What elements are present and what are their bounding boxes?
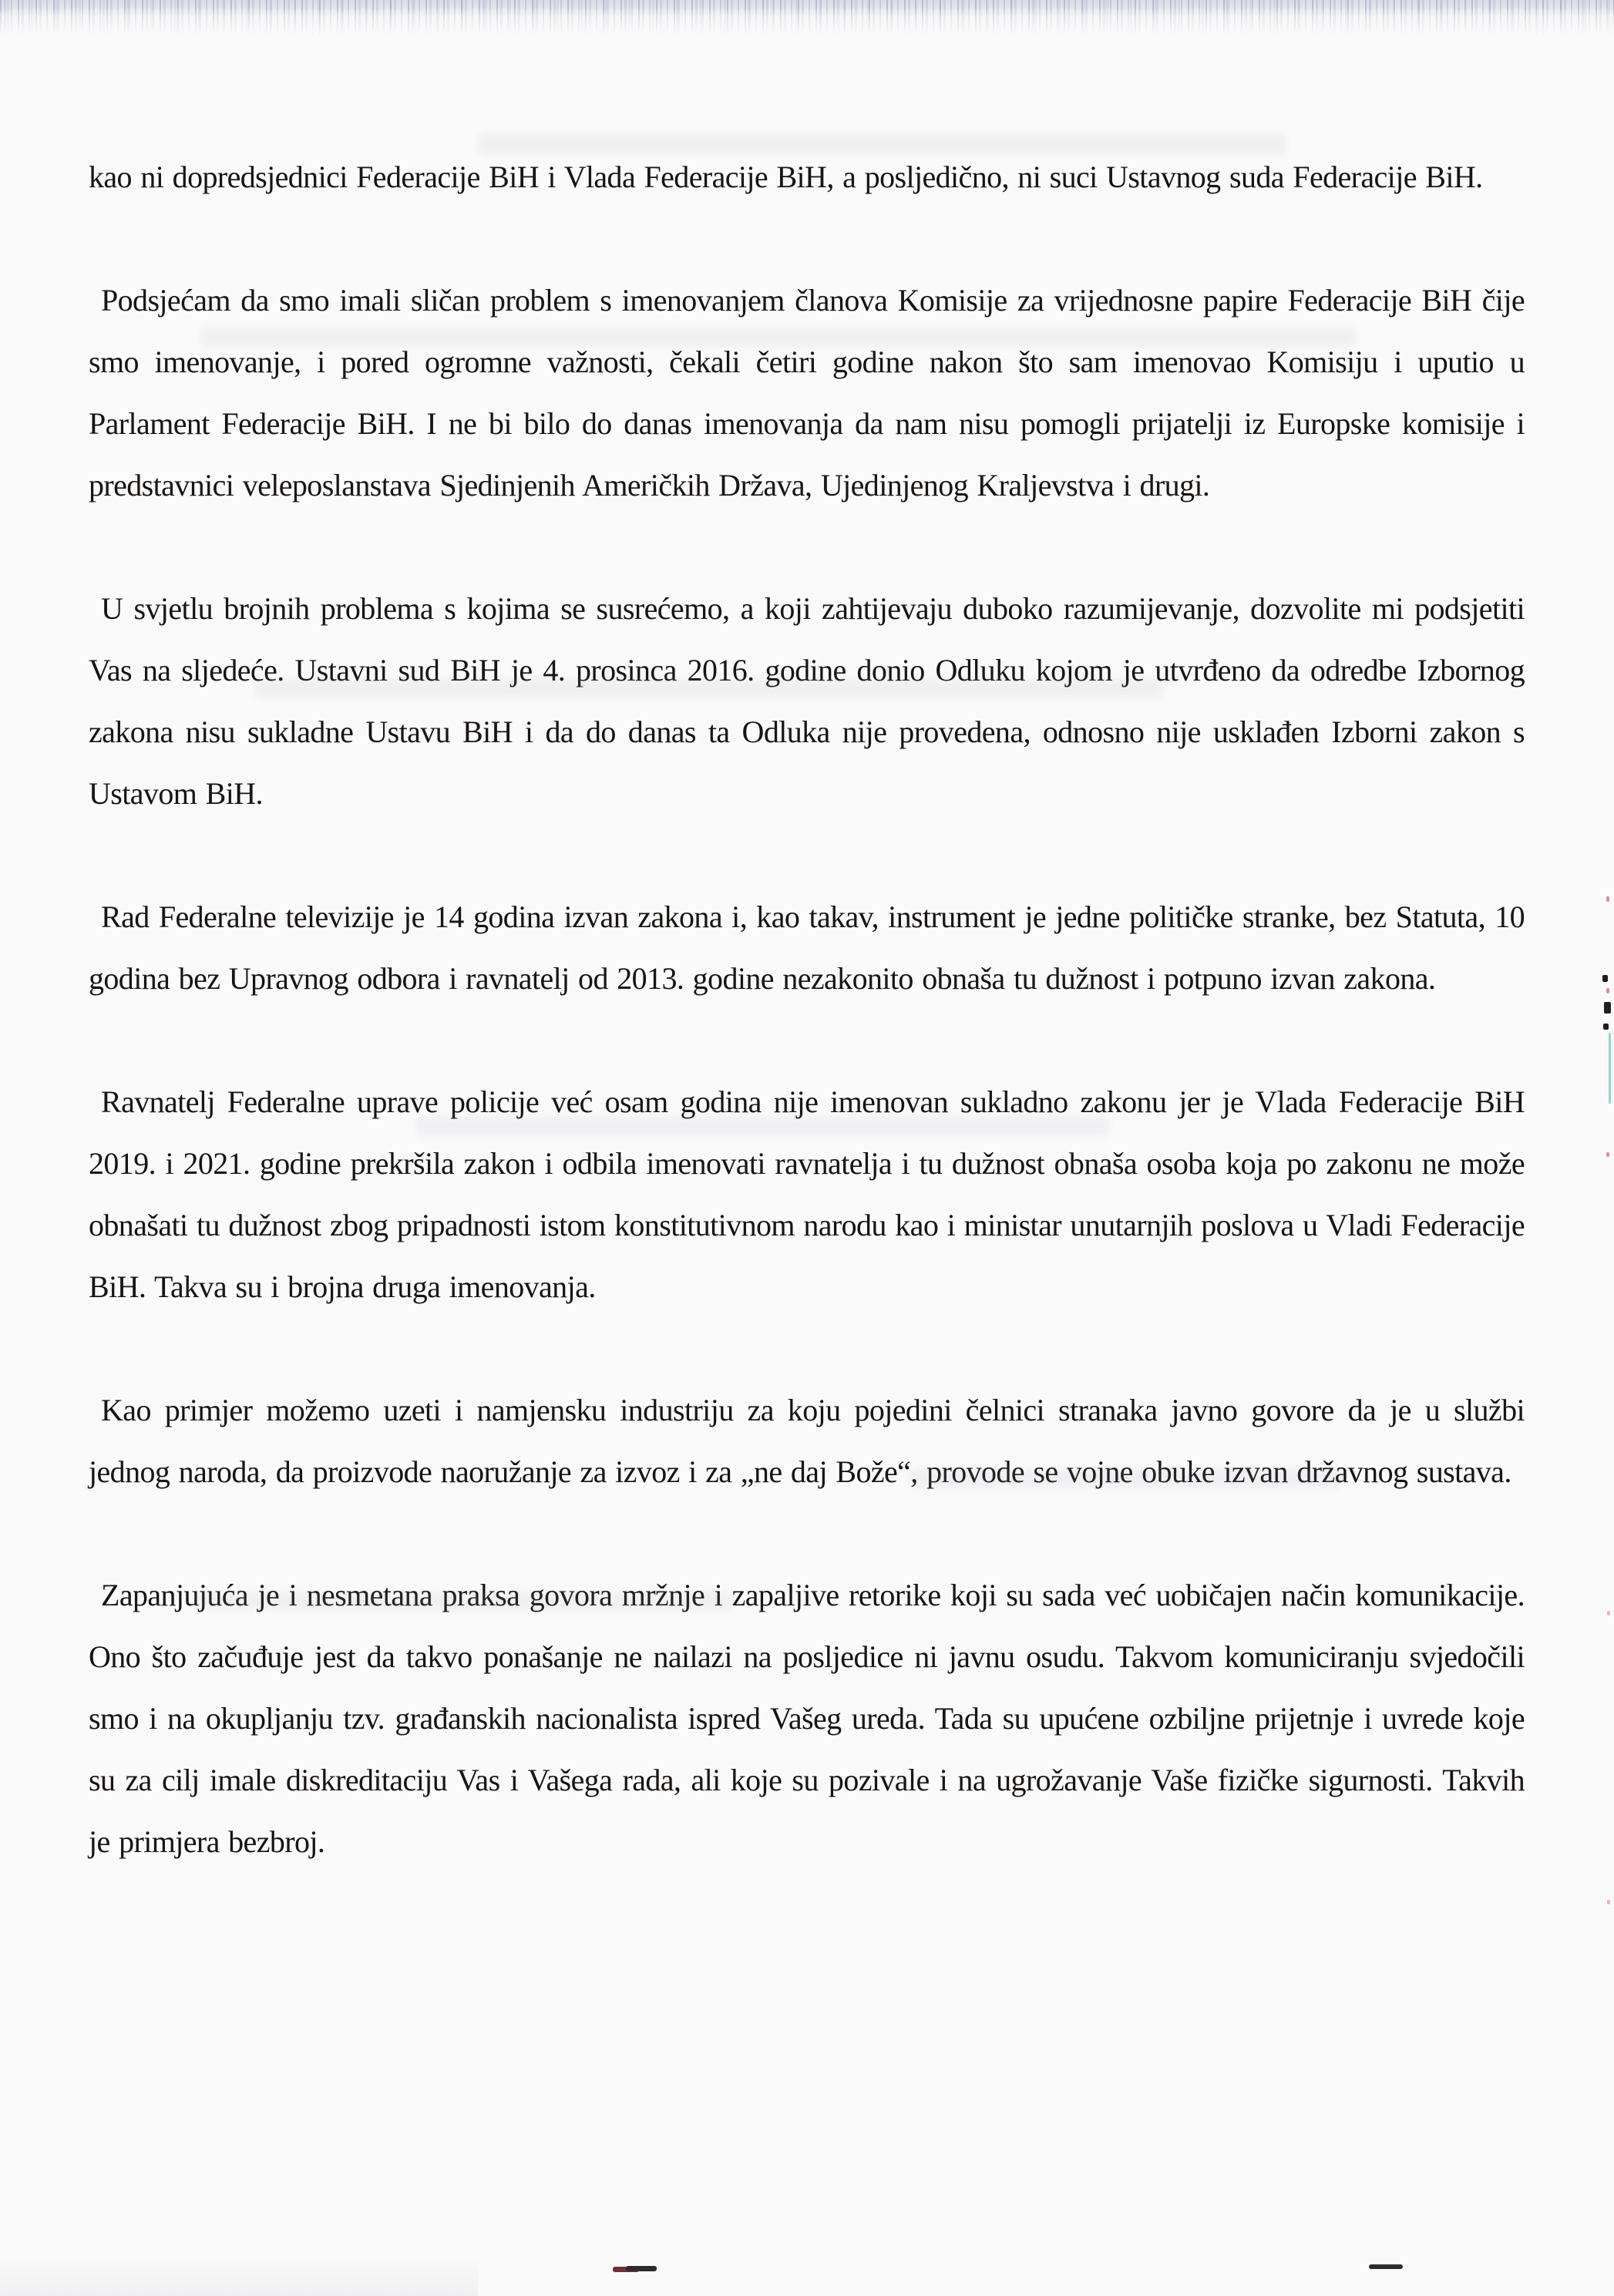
scan-edge-speck-pink <box>1607 1611 1610 1615</box>
document-body <box>89 146 1525 1935</box>
scan-edge-speck-red <box>1606 1152 1609 1157</box>
scan-edge-speck-red <box>1606 988 1609 993</box>
scan-edge-speck-pink <box>1607 1900 1610 1904</box>
scan-dash-dark <box>626 2266 657 2271</box>
scan-shade-bottom-left <box>0 2257 478 2296</box>
scan-noise-artifact-top <box>0 0 1614 35</box>
paragraph-1: kao ni dopredsjednici Federacije BiH i Vlada Federacije BiH, a posljedično, ni suci Ustavnog suda Federacije BiH. <box>89 160 1483 194</box>
scan-edge-line-teal <box>1609 1033 1611 1104</box>
paragraph-6: Kao primjer možemo uzeti i namjensku industriju za koju pojedini čelnici stranaka javno govore da je u službi jednog naroda, da proizvode naoružanje za izvoz i za „ne daj Bože“, provode se vojne obuke izvan državnog sustava. <box>89 1393 1525 1489</box>
scan-dash-dark <box>1369 2264 1403 2269</box>
paragraph-4: Rad Federalne televizije je 14 godina izvan zakona i, kao takav, instrument je jedne političke stranke, bez Statuta, 10 godina bez Upravnog odbora i ravnatelj od 2013. godine nezakonito obnaša tu dužnost i potpuno izvan zakona. <box>89 899 1525 996</box>
paragraph-2: Podsjećam da smo imali sličan problem s imenovanjem članova Komisije za vrijednosne papire Federacije BiH čije smo imenovanje, i pored ogromne važnosti, čekali četiri godine nakon što sam imenovao Komisiju i uputio u Parlament Federacije BiH. I ne bi bilo do danas imenovanja da nam nisu pomogli prijatelji iz Europske komisije i predstavnici veleposlanstava Sjedinjenih Američkih Država, Ujedinjenog Kraljevstva i drugi. <box>89 283 1525 503</box>
scan-edge-speck-dark <box>1603 1024 1609 1030</box>
scan-edge-speck-red <box>1606 896 1609 902</box>
paragraph-3: U svjetlu brojnih problema s kojima se susrećemo, a koji zahtijevaju duboko razumijevanje, dozvolite mi podsjetiti Vas na sljedeće. Ustavni sud BiH je 4. prosinca 2016. godine donio Odluku kojom je utvrđeno da odredbe Izbornog zakona nisu sukladne Ustavu BiH i da do danas ta Odluka nije provedena, odnosno nije usklađen Izborni zakon s Ustavom BiH. <box>89 591 1525 811</box>
scan-edge-speck-dark <box>1602 975 1608 982</box>
paragraph-5: Ravnatelj Federalne uprave policije već osam godina nije imenovan sukladno zakonu jer je Vlada Federacije BiH 2019. i 2021. godine prekršila zakon i odbila imenovati ravnatelja i tu dužnost obnaša osoba koja po zakonu ne može obnašati tu dužnost zbog pripadnosti istom konstitutivnom narodu kao i ministar unutarnjih poslova u Vladi Federacije BiH. Takva su i brojna druga imenovanja. <box>89 1084 1525 1304</box>
scan-edge-speck-dark <box>1604 1002 1611 1014</box>
paragraph-7: Zapanjujuća je i nesmetana praksa govora mržnje i zapaljive retorike koji su sada već uobičajen način komunikacije. Ono što začuđuje jest da takvo ponašanje ne nailazi na posljedice ni javnu osudu. Takvom komuniciranju svjedočili smo i na okupljanju tzv. građanskih nacionalista ispred Vašeg ureda. Tada su upućene ozbiljne prijetnje i uvrede koje su za cilj imale diskreditaciju Vas i Vašega rada, ali koje su pozivale i na ugrožavanje Vaše fizičke sigurnosti. Takvih je primjera bezbroj. <box>89 1578 1525 1859</box>
